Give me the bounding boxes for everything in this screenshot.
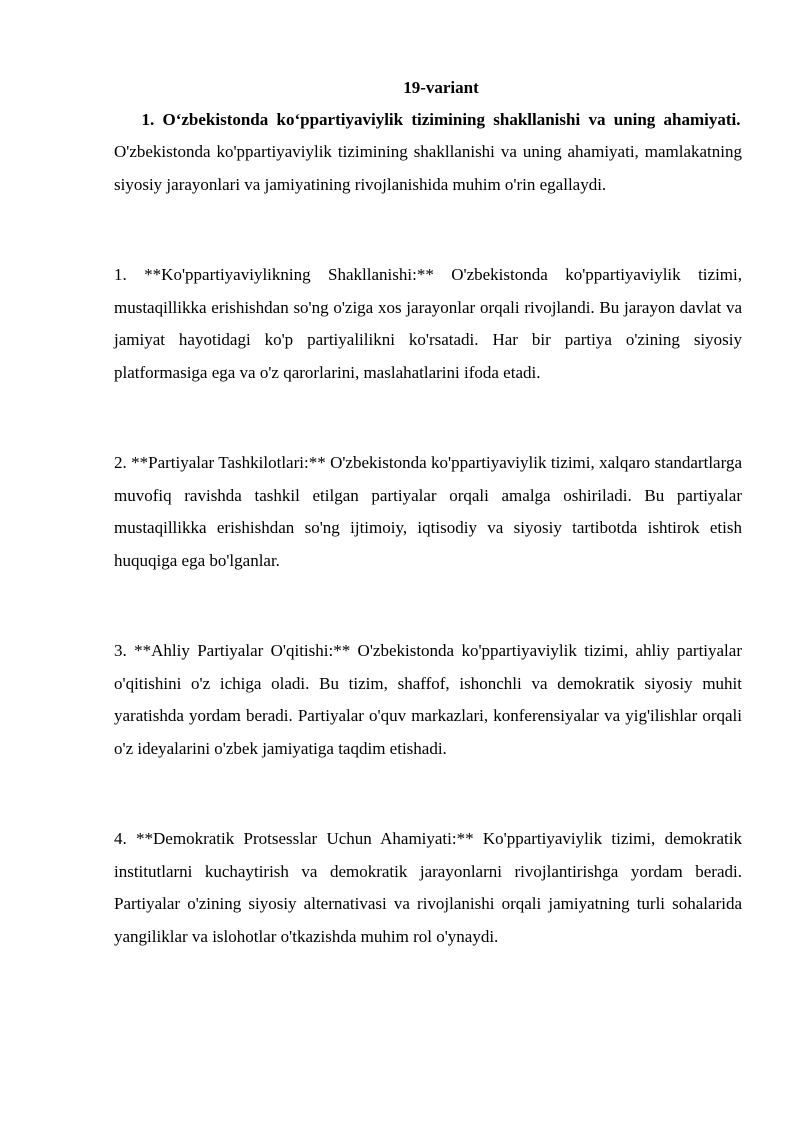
paragraph-2: 2. **Partiyalar Tashkilotlari:** O'zbekistonda ko'ppartiyaviylik tizimi, xalqaro standartlarga muvofiq ravishda tashkil etilgan partiyalar orqali amalga oshiriladi. Bu partiyalar mustaqillikka erishishdan so'ng ijtimoiy, iqtisodiy va siyosiy tartibotda ishtirok etish huquqiga ega bo'lganlar.	[114, 453, 742, 570]
paragraph-spacer	[114, 389, 742, 447]
section-heading: 1. O‘zbekistonda ko‘ppartiyaviylik tizimining shakllanishi va uning ahamiyati.	[141, 110, 741, 129]
paragraph-4: 4. **Demokratik Protsesslar Uchun Ahamiyati:** Ko'ppartiyaviylik tizimi, demokratik institutlarni kuchaytirish va demokratik jarayonlarni rivojlantirishga yordam beradi. Partiyalar o'zining siyosiy alternativasi va rivojlanishi orqali jamiyatning turli sohalarida yangiliklar va islohotlar o'tkazishda muhim rol o'ynaydi.	[114, 829, 742, 946]
paragraph-3: 3. **Ahliy Partiyalar O'qitishi:** O'zbekistonda ko'ppartiyaviylik tizimi, ahliy partiyalar o'qitishini o'z ichiga oladi. Bu tizim, shaffof, ishonchli va demokratik siyosiy muhit yaratishda yordam beradi. Partiyalar o'quv markazlari, konferensiyalar va yig'ilishlar orqali o'z ideyalarini o'zbek jamiyatiga taqdim etishadi.	[114, 641, 742, 758]
paragraph-1: 1. **Ko'ppartiyaviylikning Shakllanishi:** O'zbekistonda ko'ppartiyaviylik tizimi, mustaqillikka erishishdan so'ng o'ziga xos jarayonlar orqali rivojlandi. Bu jarayon davlat va jamiyat hayotidagi ko'p partiyalilikni ko'rsatadi. Har bir partiya o'zining siyosiy platformasiga ega va o'z qarorlarini, maslahatlarini ifoda etadi.	[114, 265, 742, 382]
variant-title: 19-variant	[403, 78, 479, 97]
intro-paragraph: O'zbekistonda ko'ppartiyaviylik tizimining shakllanishi va uning ahamiyati, mamlakatning siyosiy jarayonlari va jamiyatining rivojlanishida muhim o'rin egallaydi.	[114, 142, 742, 194]
paragraph-spacer	[114, 201, 742, 259]
paragraph-spacer	[114, 765, 742, 823]
document-page	[114, 72, 742, 953]
paragraph-spacer	[114, 577, 742, 635]
